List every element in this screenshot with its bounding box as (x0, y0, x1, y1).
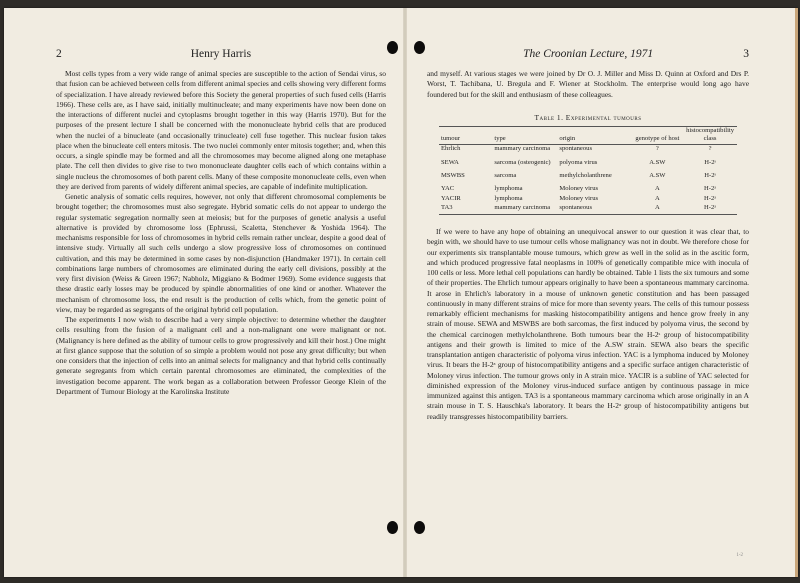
table-cell: spontaneous (557, 204, 631, 215)
book-gutter (403, 8, 407, 577)
table-row (439, 195, 737, 204)
table-cell: mammary carcinoma (494, 145, 551, 153)
paragraph: The experiments I now wish to describe had a very simple objective: to determine whether the daughter cells resulting from the fusion of a malignant cell and a non-malignant one were malignant or not. (Malignancy is here defined as the ability of tumour cells to grow progressively and kill their host.) One might at first glance suppose that the solution of so simple a problem would not pose any great difficulty; but when one considers that the injection of cells into an animal selects for malignancy and that hybrid cells continually generate segregants from which certain parental chromosomes are eliminated, the complexities of the investigation become apparent. The work began as a collaboration between Professor George Klein of the Department of Tumour Biology at the Karolinska Institute (56, 315, 386, 396)
table-cell: lymphoma (494, 194, 523, 202)
table-row (439, 155, 737, 168)
column-header: genotype of host (632, 126, 684, 145)
left-page-number: 2 (56, 48, 62, 60)
table-cell: ? (708, 145, 712, 153)
table-cell: H-2ˢ (704, 171, 716, 179)
table-cell: A.SW (649, 158, 666, 166)
table-cell: methylcholanthrene (559, 171, 612, 179)
right-body-text (427, 69, 749, 100)
table-cell: YAC (441, 185, 455, 193)
right-running-head (427, 48, 749, 64)
table-cell: A.SW (649, 171, 666, 179)
table-cell: spontaneous (559, 145, 593, 153)
right-page-number: 3 (743, 48, 749, 60)
table-cell: sarcoma (494, 171, 517, 179)
paragraph: Genetic analysis of somatic cells requires, however, not only that different chromosomal complements be brought together; the chromosomes must also segregate. Hybrid somatic cells do not appear to undergo the regular systematic segregation normally seen at meiosis; but for the purposes of genetic analysis a useful alternative is provided by chromosome loss (Ephrussi, Scaletta, Stenchever & Yoshida 1964). The mechanisms responsible for loss of chromosomes in hybrid cells remain rather unclear, despite a good deal of intensive study. Virtually all such cells undergo a slow progressive loss of chromosomes on continued cultivation, and this may be determined in some cases by non-disjunction (Handmaker 1971). In certain cell combinations large numbers of chromosomes are eliminated during the early cell divisions, possibly at the very first division (Weiss & Green 1967; Nabholz, Miggiano & Bodmer 1969). Some evidence suggests that these drastic early losses may be produced by spindle abnormalities of one kind or another. Whatever the mechanism of chromosome loss, the end result is the production of cells which, from the genetic point of view, may be regarded as segregants of the original hybrid cell population. (56, 192, 386, 314)
binding-hole-top-right (414, 41, 425, 54)
table-row (439, 145, 737, 155)
table-cell: MSWBS (441, 171, 465, 179)
table-cell: A (654, 185, 660, 193)
paragraph: and myself. At various stages we were joined by Dr O. J. Miller and Miss D. Quinn at Oxford and Drs P. Worst, T. Tachibana, U. Bregula and F. Wiener at Stockholm. The enterprise would long ago have foundered but for the skill and enthusiasm of these colleagues. (427, 69, 749, 99)
paragraph: Most cells types from a very wide range of animal species are susceptible to the action of Sendai virus, so that fusion can be achieved between cells from different animal species and cells showing very different forms of specialization. I have already reviewed before this Society the general properties of such fused cells (Harris 1966). These cells are, as I have said, initially multinucleate; and many experiments have now been done on the interactions of different nuclei and cytoplasms brought together in this way (Harris 1970). But for the purposes of the present lecture I shall be concerned with the mononucleate hybrid cells that are produced when the nuclei of a binucleate (and occasionally trinucleate) cell fuse together. This nuclear fusion takes place when the binucleate cell enters mitosis. The two nuclei commonly enter mitosis together; and, when this occurs, a single spindle may be formed and all the chromosomes may become aligned along one metaphase plate. The cell then divides to give rise to two mononucleate daughter cells each of which contains within a single nucleus the chromosomes of both parent cells. Many of these composite mononucleate cells, even when they are derived from parents of widely different animal species, are capable of indefinite multiplication. (56, 69, 386, 191)
table-cell: SEWA (441, 158, 459, 166)
footnote-mark: 1-2 (736, 553, 743, 558)
table-cell: H-2ᵃ (704, 194, 717, 202)
table-cell: ? (655, 145, 659, 153)
table-row (439, 204, 737, 215)
table-cell: Moloney virus (559, 194, 599, 202)
book-spread (4, 8, 798, 577)
binding-hole-bottom-right (414, 521, 425, 534)
left-running-title: Henry Harris (190, 48, 252, 60)
paragraph: If we were to have any hope of obtaining an unequivocal answer to our question it was clear that, to begin with, we should have to use tumour cells whose malignancy was not in doubt. We therefore chose for our experiments six transplantable mouse tumours, which grew as well in the solid as in the ascitic form, and which produced progressive fatal neoplasms in 100% of genetically compatible mice with inocula of 100 cells or less. More lethal cell populations can hardly be obtained. Table 1 lists the six tumours and some of their properties. The Ehrlich tumour appears originally to have been a spontaneous mammary carcinoma. It arose in Ehrlich's laboratory in a mouse of unknown genetic constitution and has been passaged continuously in many different strains of mice for more than seventy years. The cells of this tumour possess remarkably efficient mechanisms for masking histocompatibility antigens and hence grow freely in any strain of mouse. SEWA and MSWBS are both sarcomas, the first induced by polyoma virus, the second by the chemical carcinogen methylcholanthrene. Both tumours bear the H-2ˢ group of histocompatibility antigens and their growth is limited to mice of the A.SW strain. SEWA also bears the specific transplantation antigen characteristic of polyoma virus infection. YAC is a lymphoma induced by Moloney virus. It bears the H-2ᵃ group of histocompatibility antigens and a specific surface antigen characteristic of Moloney virus infection. The tumour grows only in A strain mice. YACIR is a subline of YAC selected for diminished expression of the Moloney virus-induced surface antigen by continuous passage in mice immunized against this antigen. TA3 is a spontaneous mammary carcinoma which arose originally in an A strain mouse in T. S. Hauschka's laboratory. It bears the H-2ᵃ group of histocompatibility antigens but readily transgresses histocompatibility barriers. (427, 227, 749, 421)
table-cell: Moloney virus (559, 185, 599, 193)
table-caption: Table 1. Experimental tumours (534, 112, 642, 122)
right-body-text-2 (427, 227, 749, 422)
table-cell: A (654, 194, 660, 202)
table-cell: polyoma virus (559, 158, 598, 166)
right-page (427, 48, 749, 558)
left-running-head (56, 48, 386, 64)
table-cell: lymphoma (494, 185, 523, 193)
column-header: histocompatibility class (683, 126, 737, 145)
table-cell: YACIR (441, 194, 461, 202)
table-cell: TA3 (439, 204, 492, 215)
table-row (439, 181, 737, 194)
column-header: tumour (439, 126, 492, 145)
experimental-tumours-table (439, 126, 737, 215)
column-header: origin (557, 126, 631, 145)
binding-hole-top-left (387, 41, 398, 54)
column-header: type (492, 126, 557, 145)
left-page (56, 48, 386, 397)
table-cell: H-2ᵃ (704, 185, 717, 193)
table-cell: mammary carcinoma (492, 204, 557, 215)
left-body-text (56, 69, 386, 397)
table-cell: Ehrlich (441, 145, 461, 153)
table-cell: A (632, 204, 684, 215)
binding-hole-bottom-left (387, 521, 398, 534)
table-row (439, 168, 737, 181)
table-cell: H-2ˢ (704, 158, 716, 166)
right-running-title: The Croonian Lecture, 1971 (523, 48, 654, 60)
table-cell: H-2ᵃ (683, 204, 737, 215)
table-cell: sarcoma (osteogenic) (494, 158, 551, 166)
